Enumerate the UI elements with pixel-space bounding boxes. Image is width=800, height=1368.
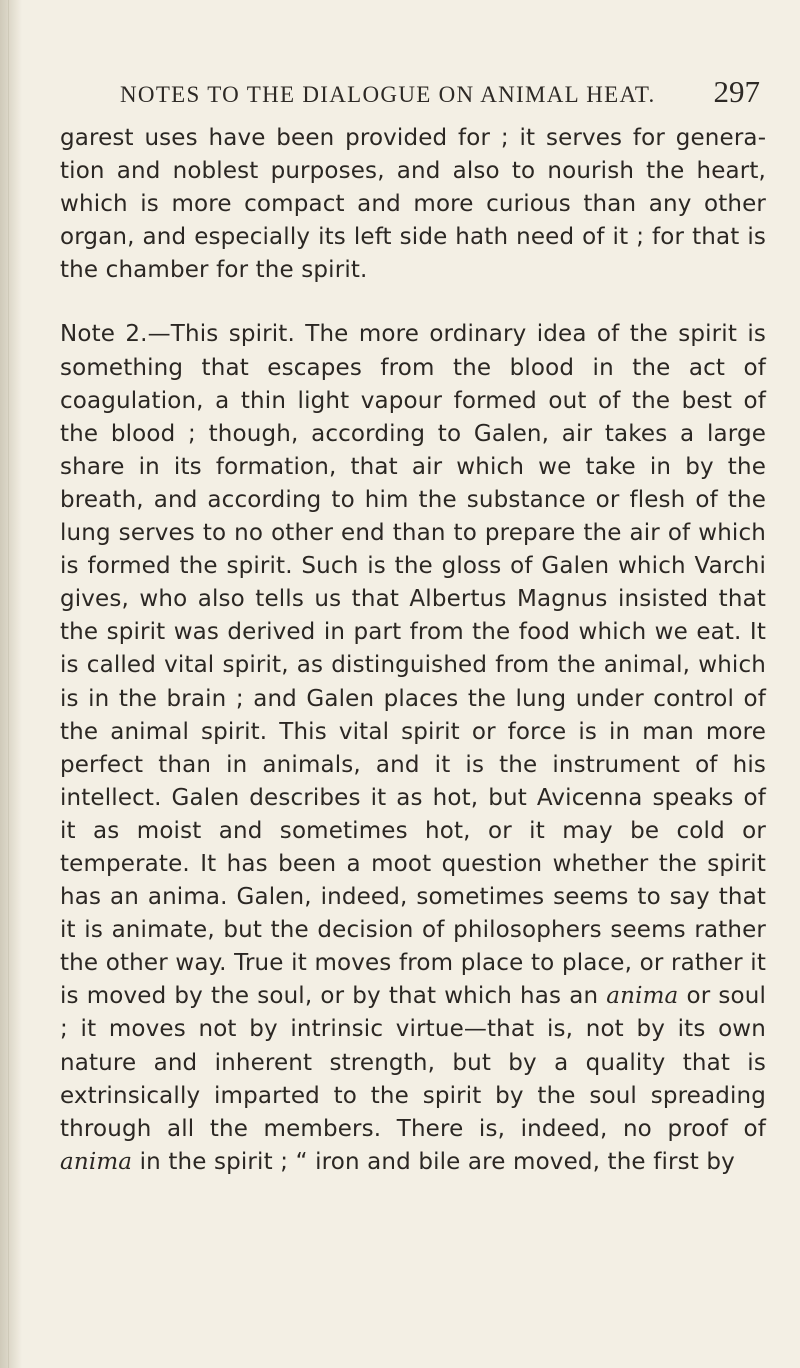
running-header — [120, 74, 760, 114]
paragraph-continuation: garest uses have been provided for ; it serves for generation and noblest purposes, and also to nourish the heart, which is more compact and more curious than any other organ, and especially its left side hath need of it ; for that is the chamber for the spirit. — [60, 125, 766, 284]
note-2-text-part-2: or soul ; it moves not by intrinsic virtue—that is, not by its own nature and inherent strength, but by a quality that is extrinsically imparted to the spirit by the soul spreading through all the members. There is, indeed, no proof of — [60, 983, 766, 1142]
body-text — [60, 122, 766, 1179]
page-binding-edge — [0, 0, 22, 1368]
paragraph-note-2 — [60, 318, 766, 1178]
note-2-text-part-3: in the spirit ; “ iron and bile are moved, the first by — [139, 1148, 735, 1175]
note-2-text-part-1: Note 2.—This spirit. The more ordinary idea of the spirit is something that escapes from the blood in the act of coagulation, a thin light vapour formed out of the best of the blood ; though, according to Galen, air takes a large share in its formation, that air which we take in by the breath, and according to him the substance or flesh of the lung serves to no other end than to prepare the air of which is formed the spirit. Such is the gloss of Galen which Varchi gives, who also tells us that Albertus Magnus insisted that the spirit was derived in part from the food which we eat. It is called vital spirit, as distinguished from the animal, which is in the brain ; and Galen places the lung under control of the animal spirit. This vital spirit or force is in man more perfect than in animals, and it is the instrument of his intellect. Galen describes it as hot, but Avicenna speaks of it as moist and sometimes hot, or it may be cold or temperate. It has been a moot question whether the spirit has an anima. Galen, indeed, sometimes seems to say that it is animate, but the decision of philosophers seems rather the other way. True it moves from place to place, or rather it is moved by the soul, or by that which has an — [60, 321, 766, 1010]
running-head-title: NOTES TO THE DIALOGUE ON ANIMAL HEAT. — [120, 82, 656, 107]
italic-anima-2: anima — [60, 1148, 133, 1175]
page-number: 297 — [713, 74, 760, 109]
page-binding-line — [8, 0, 9, 1368]
paragraph-gap — [60, 287, 766, 318]
italic-anima-1: anima — [606, 983, 679, 1010]
